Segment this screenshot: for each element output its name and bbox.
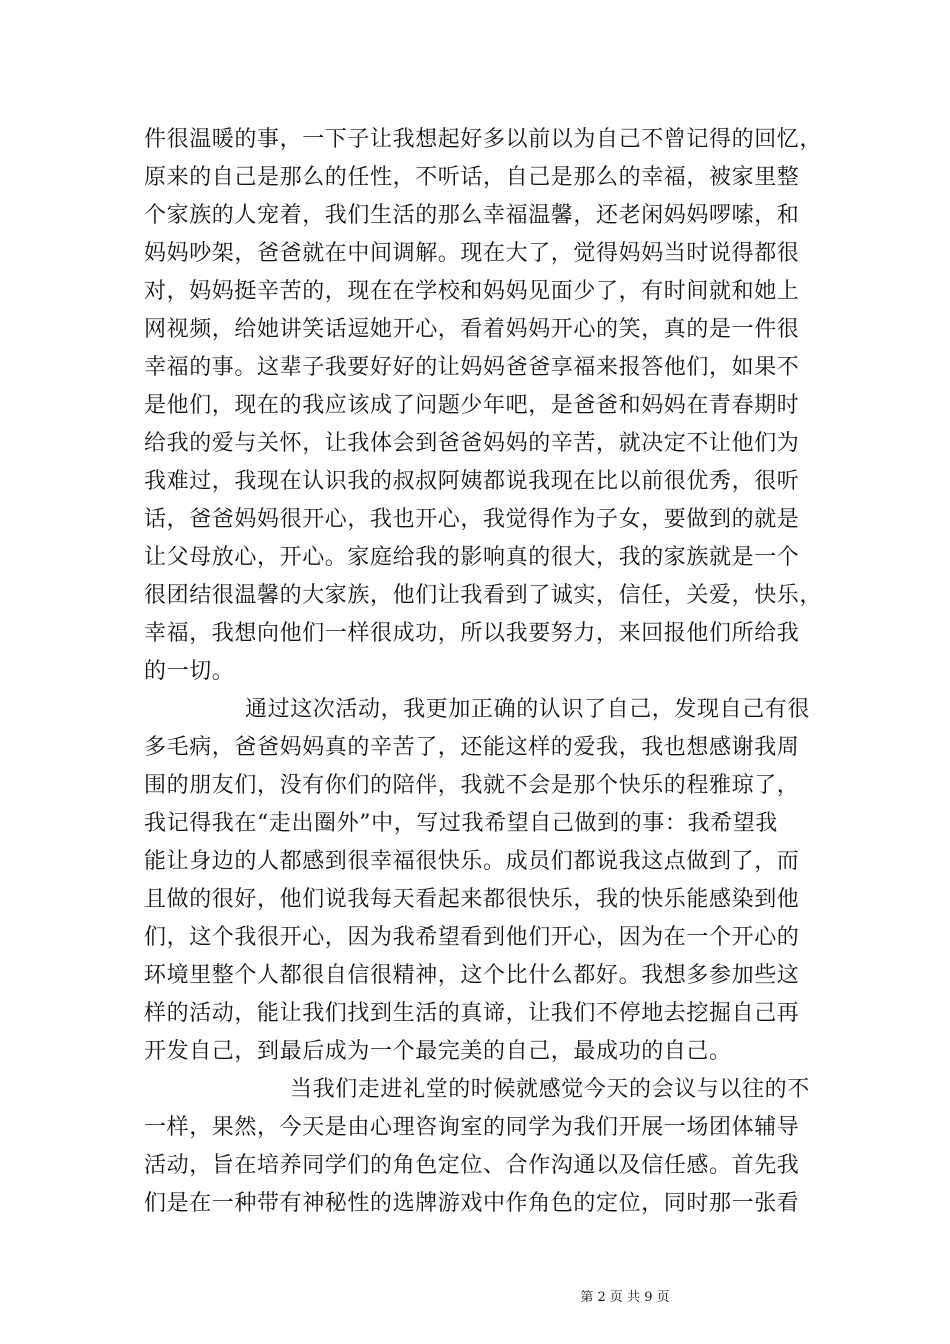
- text-line: 样的活动，能让我们找到生活的真谛，让我们不停地去挖掘自己再: [144, 1001, 800, 1026]
- text-line: 网视频，给她讲笑话逗她开心，看着妈妈开心的笑，真的是一件很: [144, 317, 800, 342]
- text-line: 能让身边的人都感到很幸福很快乐。成员们都说我这点做到了，而: [144, 849, 800, 874]
- text-line: 个家族的人宠着，我们生活的那么幸福温馨，还老闲妈妈啰嗦，和: [144, 203, 800, 228]
- text-line: 的一切。: [144, 659, 235, 684]
- text-line: 们是在一种带有神秘性的选牌游戏中作角色的定位，同时那一张看: [144, 1191, 800, 1216]
- page-number-footer: 第 2 页 共 9 页: [580, 1290, 670, 1305]
- text-line: 我记得我在“走出圈外”中，写过我希望自己做到的事：我希望我: [144, 811, 778, 836]
- paragraph-start-line: 当我们走进礼堂的时候就感觉今天的会议与以往的不: [290, 1077, 810, 1102]
- text-line: 给我的爱与关怀，让我体会到爸爸妈妈的辛苦，就决定不让他们为: [144, 431, 800, 456]
- text-line: 让父母放心，开心。家庭给我的影响真的很大，我的家族就是一个: [144, 545, 800, 570]
- text-line: 妈妈吵架，爸爸就在中间调解。现在大了，觉得妈妈当时说得都很: [144, 241, 800, 266]
- text-line: 话，爸爸妈妈很开心，我也开心，我觉得作为子女，要做到的就是: [144, 507, 800, 532]
- text-line: 我难过，我现在认识我的叔叔阿姨都说我现在比以前很优秀，很听: [144, 469, 800, 494]
- paragraph-start-line: 通过这次活动，我更加正确的认识了自己，发现自己有很: [245, 697, 811, 722]
- text-line: 件很温暖的事，一下子让我想起好多以前以为自己不曾记得的回忆，: [144, 127, 823, 152]
- text-line: 活动，旨在培养同学们的角色定位、合作沟通以及信任感。首先我: [144, 1153, 800, 1178]
- text-line: 幸福，我想向他们一样很成功，所以我要努力，来回报他们所给我: [144, 621, 800, 646]
- text-line: 且做的很好，他们说我每天看起来都很快乐，我的快乐能感染到他: [144, 887, 800, 912]
- text-line: 原来的自己是那么的任性，不听话，自己是那么的幸福，被家里整: [144, 165, 800, 190]
- text-line: 是他们，现在的我应该成了问题少年吧，是爸爸和妈妈在青春期时: [144, 393, 800, 418]
- text-line: 们，这个我很开心，因为我希望看到他们开心，因为在一个开心的: [144, 925, 800, 950]
- text-line: 一样，果然，今天是由心理咨询室的同学为我们开展一场团体辅导: [144, 1115, 800, 1140]
- text-line: 对，妈妈挺辛苦的，现在在学校和妈妈见面少了，有时间就和她上: [144, 279, 800, 304]
- text-line: 围的朋友们，没有你们的陪伴，我就不会是那个快乐的程雅琼了，: [144, 773, 800, 798]
- text-line: 多毛病，爸爸妈妈真的辛苦了，还能这样的爱我，我也想感谢我周: [144, 735, 800, 760]
- text-line: 环境里整个人都很自信很精神，这个比什么都好。我想多参加些这: [144, 963, 800, 988]
- text-line: 很团结很温馨的大家族，他们让我看到了诚实，信任，关爱，快乐，: [144, 583, 823, 608]
- text-line: 开发自己，到最后成为一个最完美的自己，最成功的自己。: [144, 1039, 732, 1064]
- text-line: 幸福的事。这辈子我要好好的让妈妈爸爸享福来报答他们，如果不: [144, 355, 800, 380]
